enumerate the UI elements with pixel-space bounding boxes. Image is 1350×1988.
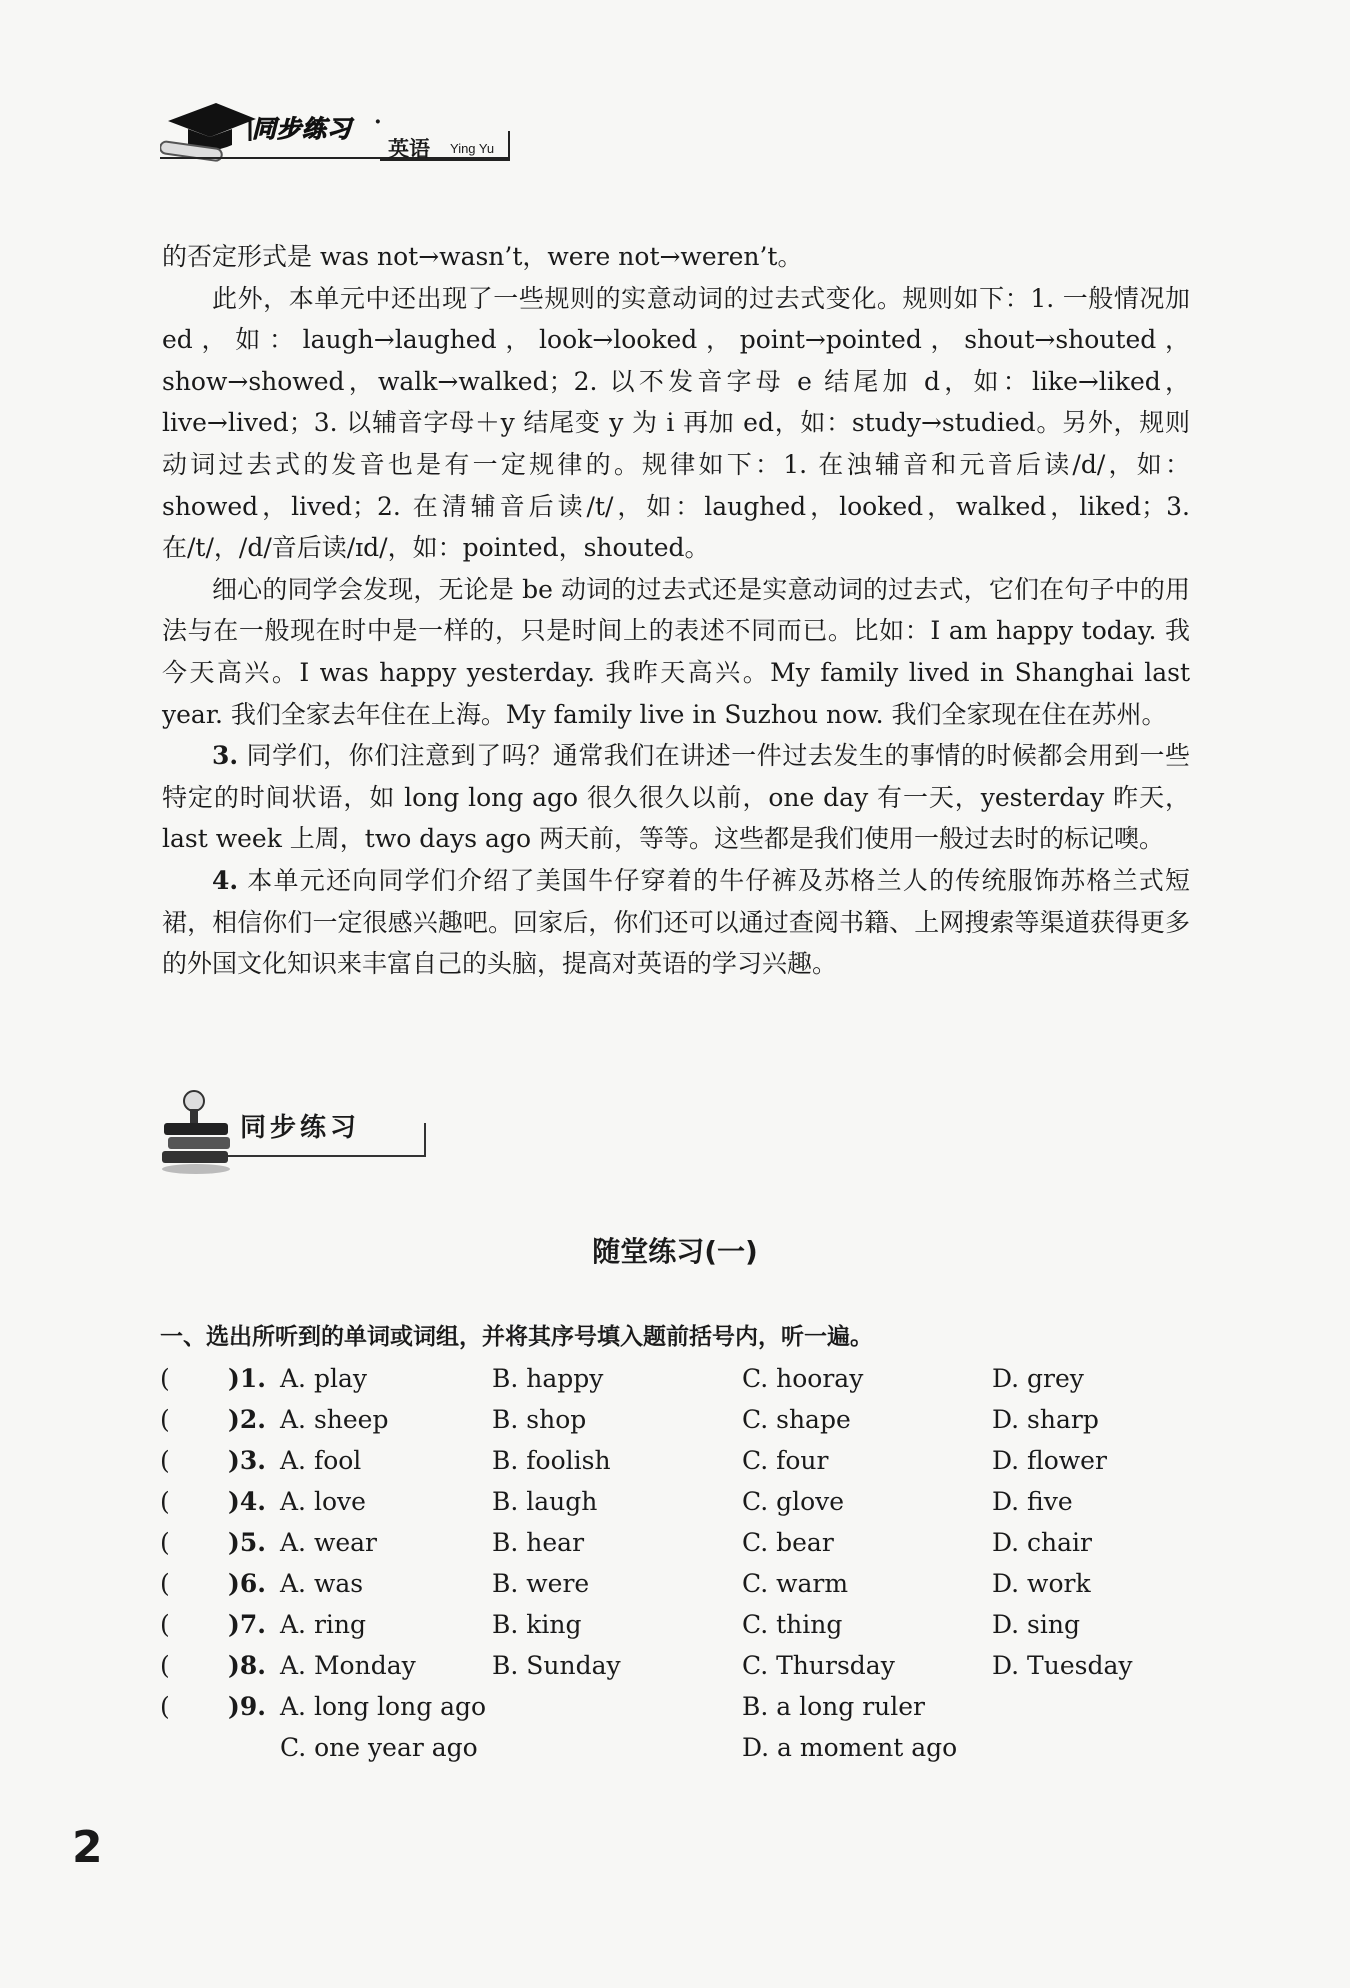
point-4-number: 4.	[212, 865, 239, 895]
graduation-cap-icon	[160, 95, 260, 165]
point-4	[162, 860, 1190, 985]
question-number: )8.	[228, 1651, 266, 1680]
option-d: D. a moment ago	[742, 1733, 958, 1762]
question-row-2	[160, 1405, 1200, 1445]
body-text	[162, 236, 1190, 985]
answer-bracket[interactable]: (	[160, 1569, 170, 1598]
books-lamp-icon	[160, 1085, 240, 1175]
question-row-3	[160, 1446, 1200, 1486]
option-d: D. chair	[992, 1528, 1092, 1557]
option-b: B. were	[492, 1569, 590, 1598]
option-c: C. hooray	[742, 1364, 864, 1393]
question-row-4	[160, 1487, 1200, 1527]
question-row-9-continued	[160, 1733, 1200, 1773]
question-number: )4.	[228, 1487, 266, 1516]
section-badge-title: 同步练习	[240, 1113, 361, 1143]
option-a: A. long long ago	[280, 1692, 487, 1721]
point-3-text: 同学们，你们注意到了吗？通常我们在讲述一件过去发生的事情的时候都会用到一些特定的时间状语，如 long long ago 很久很久以前，one day 有一天，yesterday 昨天，last week 上周，two days ago 两天前，等等。这些都是我们使用一般过去时的标记噢。	[162, 741, 1190, 854]
option-b: B. hear	[492, 1528, 585, 1557]
question-number: )9.	[228, 1692, 266, 1721]
question-row-7	[160, 1610, 1200, 1650]
question-row-8	[160, 1651, 1200, 1691]
option-b: B. a long ruler	[742, 1692, 926, 1721]
option-b: B. Sunday	[492, 1651, 621, 1680]
question-number: )6.	[228, 1569, 266, 1598]
option-b: B. foolish	[492, 1446, 611, 1475]
question-row-9	[160, 1692, 1200, 1732]
option-c: C. shape	[742, 1405, 851, 1434]
option-c: C. warm	[742, 1569, 849, 1598]
option-a: A. was	[280, 1569, 364, 1598]
option-c: C. one year ago	[280, 1733, 478, 1762]
paragraph-1: 的否定形式是 was not→wasn’t，were not→weren’t。	[162, 242, 803, 271]
section-badge	[160, 1085, 430, 1175]
option-a: A. love	[280, 1487, 366, 1516]
point-4-text: 本单元还向同学们介绍了美国牛仔穿着的牛仔裤及苏格兰人的传统服饰苏格兰式短裙，相信你们一定很感兴趣吧。回家后，你们还可以通过查阅书籍、上网搜索等渠道获得更多的外国文化知识来丰富自己的头脑，提高对英语的学习兴趣。	[162, 865, 1190, 979]
option-d: D. flower	[992, 1446, 1107, 1475]
point-3-number: 3.	[212, 741, 239, 771]
question-number: )3.	[228, 1446, 266, 1475]
option-a: A. play	[280, 1364, 367, 1393]
option-a: A. Monday	[280, 1651, 416, 1680]
header-title: 同步练习	[252, 115, 352, 143]
option-d: D. work	[992, 1569, 1091, 1598]
question-row-5	[160, 1528, 1200, 1568]
question-number: )2.	[228, 1405, 266, 1434]
exercise-title: 随堂练习(一)	[592, 1235, 758, 1268]
question-heading: 一、选出所听到的单词或词组，并将其序号填入题前括号内，听一遍。	[160, 1324, 873, 1350]
answer-bracket[interactable]: (	[160, 1528, 170, 1557]
option-c: C. thing	[742, 1610, 843, 1639]
answer-bracket[interactable]: (	[160, 1446, 170, 1475]
point-3	[162, 735, 1190, 860]
option-b: B. laugh	[492, 1487, 598, 1516]
answer-bracket[interactable]: (	[160, 1405, 170, 1434]
option-d: D. sharp	[992, 1405, 1099, 1434]
header-dot: ·	[374, 109, 382, 135]
answer-bracket[interactable]: (	[160, 1364, 170, 1393]
paragraph-2: 此外，本单元中还出现了一些规则的实意动词的过去式变化。规则如下：1. 一般情况加 ed，如：laugh→laughed，look→looked，point→pointed，shout→shouted，show→showed，walk→walked；2. 以不发音字母 e 结尾加 d，如：like→liked，live→lived；3. 以辅音字母＋y 结尾变 y 为 i 再加 ed，如：study→studied。另外，规则动词过去式的发音也是有一定规律的。规律如下：1. 在浊辅音和元音后读/d/，如：showed，lived；2. 在清辅音后读/t/，如：laughed，looked，walked，liked；3. 在/t/，/d/音后读/ɪd/，如：pointed，shouted。	[162, 283, 1190, 563]
option-a: A. fool	[280, 1446, 362, 1475]
answer-bracket[interactable]: (	[160, 1651, 170, 1680]
question-number: )7.	[228, 1610, 266, 1639]
option-c: C. glove	[742, 1487, 845, 1516]
option-c: C. bear	[742, 1528, 834, 1557]
question-number: )1.	[228, 1364, 266, 1393]
option-b: B. shop	[492, 1405, 587, 1434]
option-c: C. Thursday	[742, 1651, 895, 1680]
section-badge-rule	[226, 1155, 426, 1157]
question-row-6	[160, 1569, 1200, 1609]
option-a: A. wear	[280, 1528, 377, 1557]
question-row-1	[160, 1364, 1200, 1404]
option-d: D. Tuesday	[992, 1651, 1133, 1680]
option-d: D. grey	[992, 1364, 1084, 1393]
question-number: )5.	[228, 1528, 266, 1557]
option-d: D. sing	[992, 1610, 1080, 1639]
answer-bracket[interactable]: (	[160, 1692, 170, 1721]
option-d: D. five	[992, 1487, 1073, 1516]
section-badge-rule-end	[424, 1123, 426, 1157]
option-b: B. king	[492, 1610, 582, 1639]
page-header	[160, 95, 520, 175]
header-subject: 英语	[388, 137, 430, 161]
option-c: C. four	[742, 1446, 829, 1475]
option-a: A. ring	[280, 1610, 366, 1639]
answer-bracket[interactable]: (	[160, 1610, 170, 1639]
header-subject-pinyin: Ying Yu	[450, 141, 495, 156]
option-b: B. happy	[492, 1364, 604, 1393]
page-number: 2	[72, 1822, 103, 1873]
answer-bracket[interactable]: (	[160, 1487, 170, 1516]
paragraph-3: 细心的同学会发现，无论是 be 动词的过去式还是实意动词的过去式，它们在句子中的用法与在一般现在时中是一样的，只是时间上的表述不同而已。比如：I am happy today. 我今天高兴。I was happy yesterday. 我昨天高兴。My family lived in Shanghai last year. 我们全家去年住在上海。My family live in Suzhou now. 我们全家现在住在苏州。	[162, 574, 1190, 729]
option-a: A. sheep	[280, 1405, 389, 1434]
